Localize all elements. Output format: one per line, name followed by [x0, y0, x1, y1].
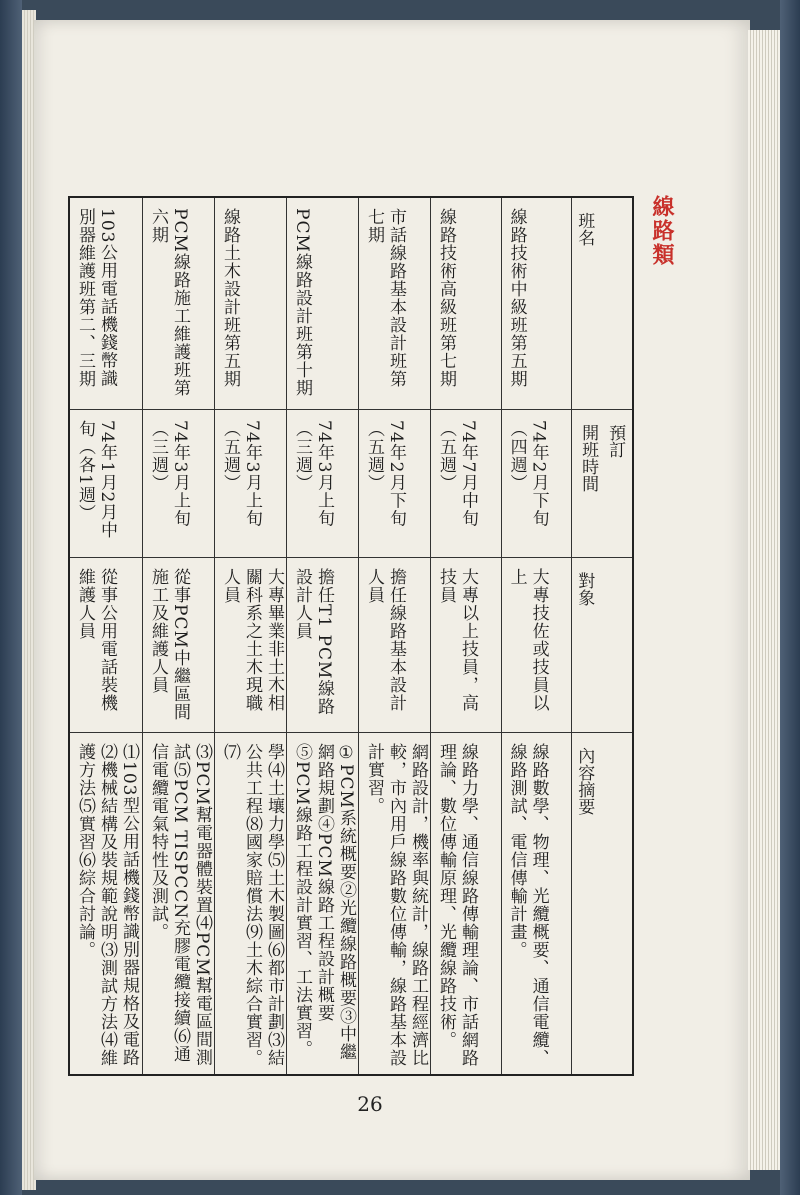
- course-column: [286, 198, 358, 1074]
- course-column: [70, 198, 142, 1074]
- course-name: 線路技術高級班第七期: [436, 208, 457, 388]
- course-time: 74年3月上旬（五週）: [220, 420, 263, 528]
- course-time: 74年2月下旬（四週）: [506, 420, 549, 528]
- header-target: 對象: [572, 558, 632, 733]
- book-cover-right: [780, 0, 800, 1195]
- header-time: [572, 410, 632, 558]
- course-content: ⑴103型公用話機錢幣識別器規格及電路⑵機械結構及裝規範說明⑶測試方法⑷維護方法⑸實習⑹綜合討論。: [75, 743, 140, 1067]
- page-number: 26: [357, 1092, 383, 1116]
- course-name: 線路土木設計班第五期: [220, 208, 241, 388]
- course-column: [214, 198, 286, 1074]
- course-content: 學⑷土壤力學⑸土木製圖⑹都市計劃⑶結公共工程⑻國家賠償法⑼土木綜合實習。⑺: [220, 743, 285, 1067]
- course-time: 74年2月下旬（五週）: [364, 420, 407, 528]
- header-column: [571, 198, 632, 1074]
- course-column: [430, 198, 501, 1074]
- course-content: 線路力學、通信線路傳輸理論、市話網路理論、數位傳輸原理、光纜線路技術。: [436, 743, 479, 1067]
- course-target: 擔任線路基本設計人員: [364, 568, 407, 712]
- course-name: 市話線路基本設計班第七期: [364, 208, 407, 388]
- course-target: 大專技佐或技員以上: [506, 568, 549, 712]
- course-target: 大專畢業非土木相關科系之土木現職人員: [220, 568, 285, 712]
- course-table: [68, 196, 634, 1076]
- header-time-line2: 開班時間: [578, 424, 599, 492]
- course-content: ⑶PCM幫電器體裝置⑷PCM幫電區間測試⑸PCM TISPCCN充膠電纜接續⑹通信電纜電氣特性及測試。: [148, 743, 213, 1067]
- course-target: 大專以上技員，高技員: [436, 568, 479, 712]
- course-target: 擔任T1 PCM線路設計人員: [292, 568, 335, 716]
- course-time: 74年3月上旬（三週）: [148, 420, 191, 528]
- course-content: 線路數學、物理、光纜概要、通信電纜、線路測試、電信傳輸計畫。: [506, 743, 549, 1067]
- header-time-line1: 預訂: [605, 424, 626, 458]
- page-stack-edges: [748, 30, 782, 1170]
- course-name: 線路技術中級班第五期: [506, 208, 527, 388]
- course-time: 74年3月上旬（三週）: [292, 420, 335, 528]
- course-name: PCM線路施工維護班第六期: [148, 208, 191, 397]
- course-column: [358, 198, 430, 1074]
- book-cover-left: [0, 0, 22, 1195]
- course-target: 從事公用電話裝機維護人員: [75, 568, 118, 712]
- course-target: 從事PCM中繼區間施工及維護人員: [148, 568, 191, 721]
- course-content: 網路設計，機率與統計，線路工程經濟比較，市內用戶線路數位傳輸，線路基本設計實習。: [364, 743, 429, 1067]
- course-name: 103公用電話機錢幣識別器維護班第二、三期: [75, 208, 118, 388]
- course-time: 74年7月中旬（五週）: [436, 420, 479, 528]
- course-time: 74年1月2月中旬（各1週）: [75, 420, 118, 540]
- course-content: ①PCM系統概要②光纜線路概要③中繼網路規劃④PCM線路工程設計概要⑤PCM線路工程設計實習、工法實習。: [292, 743, 357, 1061]
- header-name: 班名: [572, 198, 632, 410]
- section-label: 線路類: [649, 195, 675, 267]
- course-name: PCM線路設計班第十期: [292, 208, 313, 397]
- header-content: 內容摘要: [574, 747, 595, 815]
- course-column: [142, 198, 214, 1074]
- course-column: [501, 198, 572, 1074]
